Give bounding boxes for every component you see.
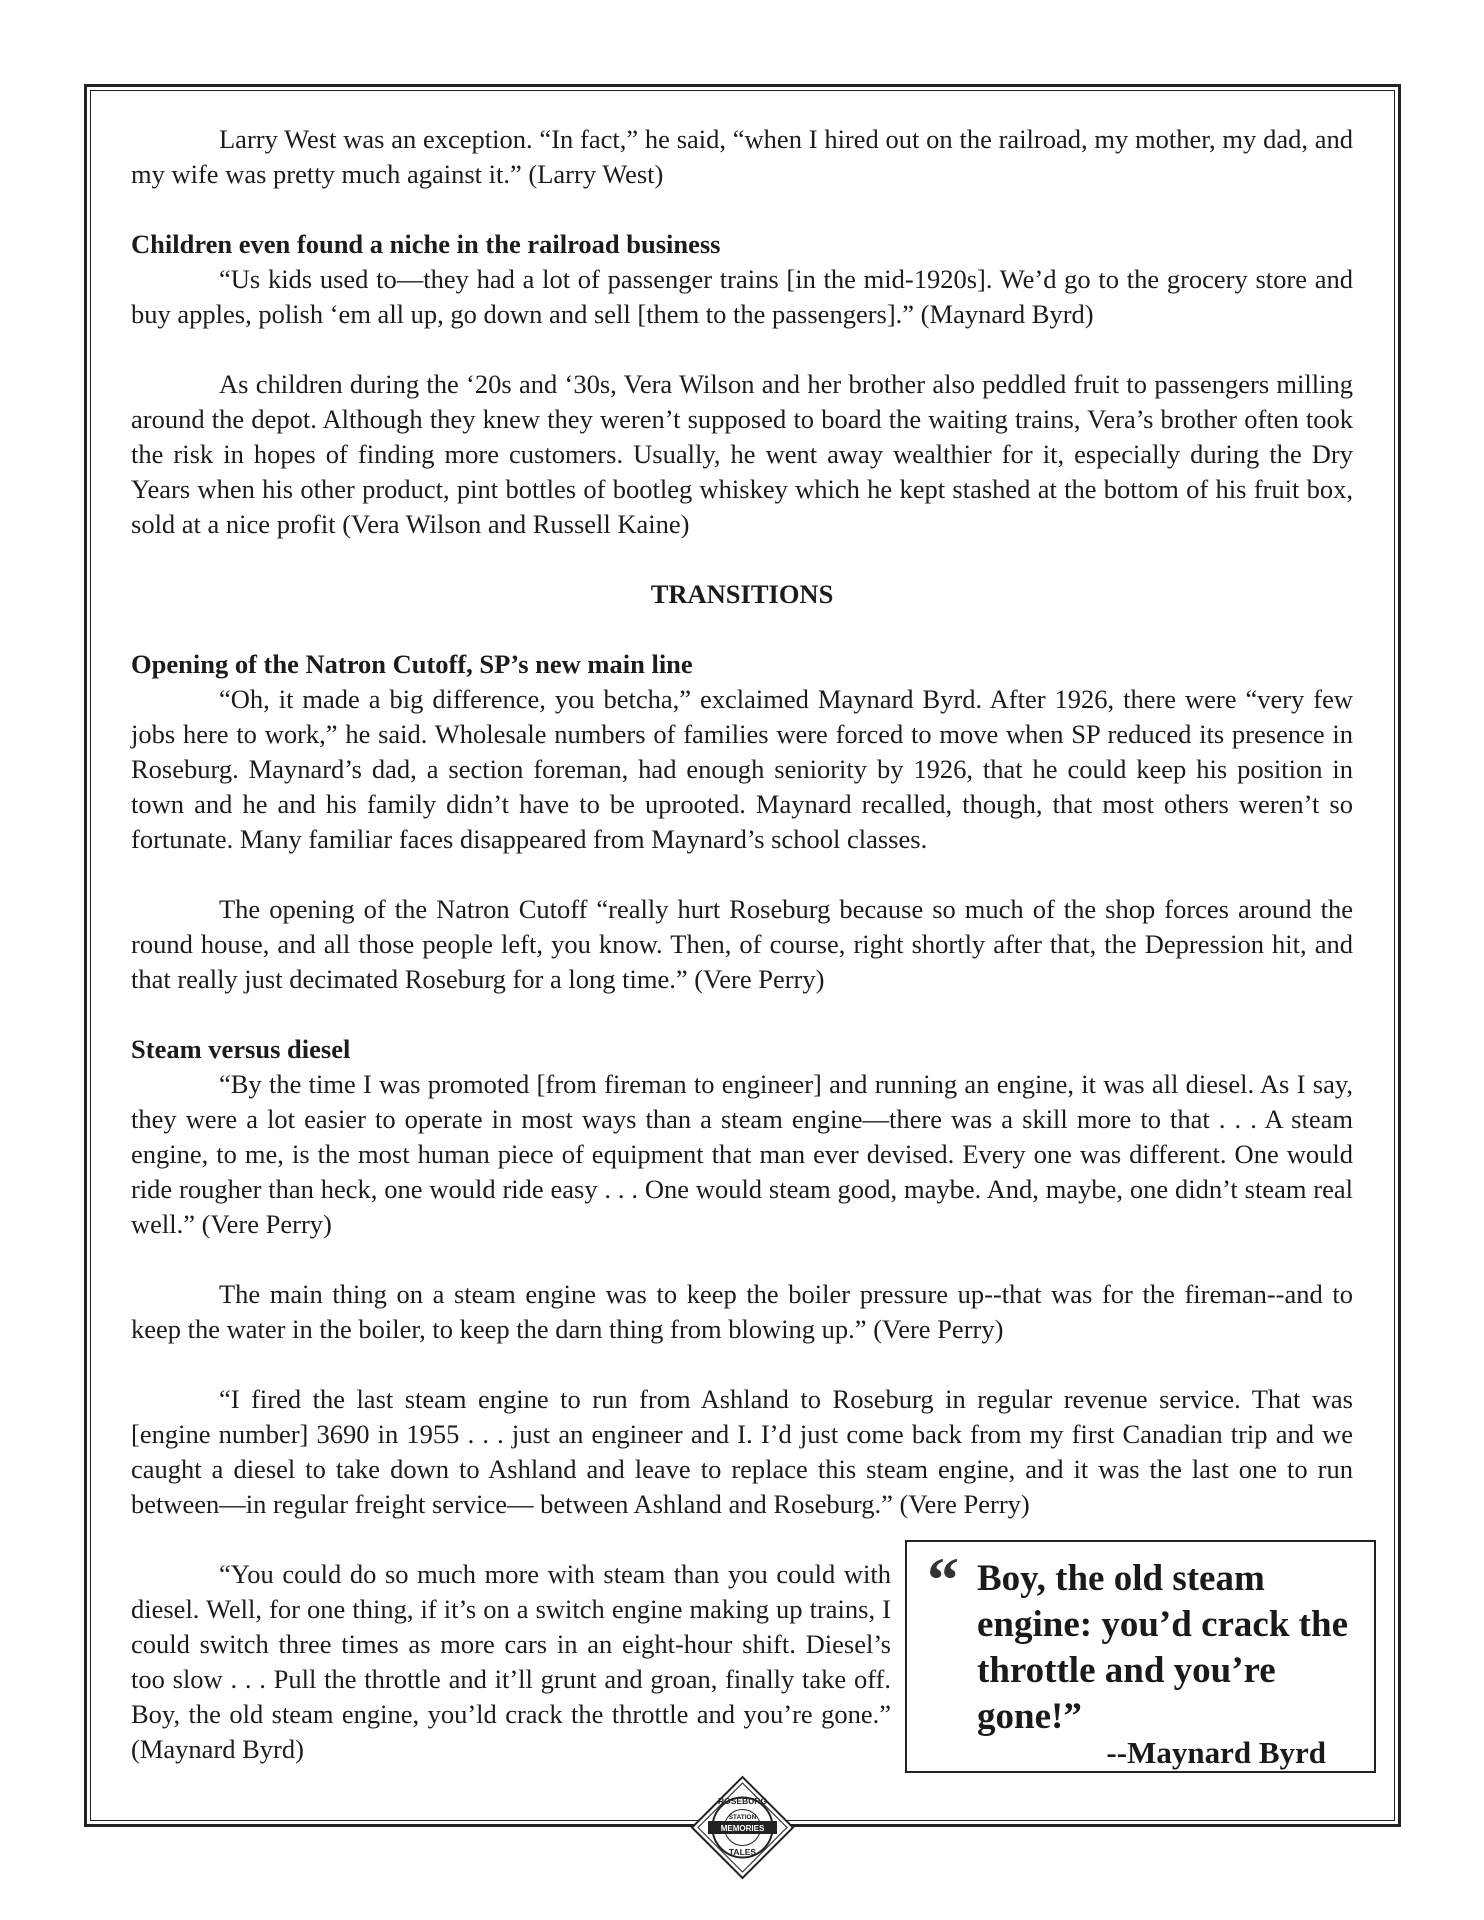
quote-mark-icon: “ [927,1544,959,1615]
paragraph-natron-hurt: The opening of the Natron Cutoff “really hurt Roseburg because so much of the shop forces around the round house, and all those people left, you know. Then, of course, right shortly after that, the Depression hit, and that really just decimated Roseburg for a long time.” (Vere Perry) [131,894,1353,994]
paragraph-boiler: The main thing on a steam engine was to keep the boiler pressure up--that was for the fireman--and to keep the water in the boiler, to keep the darn thing from blowing up.” (Vere Perry) [131,1279,1353,1344]
logo-text-bottom: TALES [728,1847,757,1857]
logo-text-middle: STATION [728,1814,757,1821]
paragraph-larry-west: Larry West was an exception. “In fact,” he said, “when I hired out on the railroad, my mother, my dad, and my wife was pretty much against it.” (Larry West) [131,124,1353,189]
heading-natron-cutoff: Opening of the Natron Cutoff, SP’s new main line [131,649,693,679]
heading-children: Children even found a niche in the railroad business [131,229,721,259]
paragraph-more-with-steam: “You could do so much more with steam than you could with diesel. Well, for one thing, if it’s on a switch engine making up trains, I could switch three times as more cars in an eight-hour shift. Diesel’s too slow . . . Pull the throttle and it’ll grunt and groan, finally take off. Boy, the old steam engine, you’ld crack the throttle and you’re gone.” (Maynard Byrd) [131,1559,891,1764]
paragraph-big-difference: “Oh, it made a big difference, you betcha,” exclaimed Maynard Byrd. After 1926, there were “very few jobs here to work,” he said. Wholesale numbers of families were forced to move when SP reduced its presence in Roseburg. Maynard’s dad, a section foreman, had enough seniority by 1926, that he could keep his position in town and he and his family didn’t have to be uprooted. Maynard recalled, though, that most others weren’t so fortunate. Many familiar faces disappeared from Maynard’s school classes. [131,684,1353,854]
pull-quote-author: --Maynard Byrd [1106,1735,1326,1770]
paragraph-vera-wilson: As children during the ‘20s and ‘30s, Vera Wilson and her brother also peddled fruit to passengers milling around the depot. Although they knew they weren’t supposed to board the waiting trains, Vera’s brother often took the risk in hopes of finding more customers. Usually, he went away wealthier for it, especially during the Dry Years when his other product, pint bottles of bootleg whiskey which he kept stashed at the bottom of his fruit box, sold at a nice profit (Vera Wilson and Russell Kaine) [131,369,1353,539]
article-body [131,122,1353,1767]
roseburg-station-logo [690,1775,795,1880]
heading-steam-diesel: Steam versus diesel [131,1034,351,1064]
pull-quote-box [905,1540,1376,1773]
section-title-transitions: TRANSITIONS [650,579,834,609]
paragraph-promoted: “By the time I was promoted [from fireman to engineer] and running an engine, it was all diesel. As I say, they were a lot easier to operate in most ways than a steam engine—there was a skill more to that . . . A steam engine, to me, is the most human piece of equipment that man ever devised. Every one was different. One would ride rougher than heck, one would ride easy . . . One would steam good, maybe. And, maybe, one didn’t steam real well.” (Vere Perry) [131,1069,1353,1239]
logo-text-band: MEMORIES [720,1824,765,1833]
paragraph-last-steam: “I fired the last steam engine to run from Ashland to Roseburg in regular revenue service. That was [engine number] 3690 in 1955 . . . just an engineer and I. I’d just come back from my first Canadian trip and we caught a diesel to take down to Ashland and leave to replace this steam engine, and it was the last one to run between—in regular freight service— between Ashland and Roseburg.” (Vere Perry) [131,1384,1353,1519]
logo-text-top: ROSEBURG [717,1796,768,1806]
paragraph-us-kids: “Us kids used to—they had a lot of passenger trains [in the mid-1920s]. We’d go to the grocery store and buy apples, polish ‘em all up, go down and sell [them to the passengers].” (Maynard Byrd) [131,264,1353,329]
pull-quote-text: Boy, the old steam engine: you’d crack the throttle and you’re gone!” [977,1558,1348,1737]
